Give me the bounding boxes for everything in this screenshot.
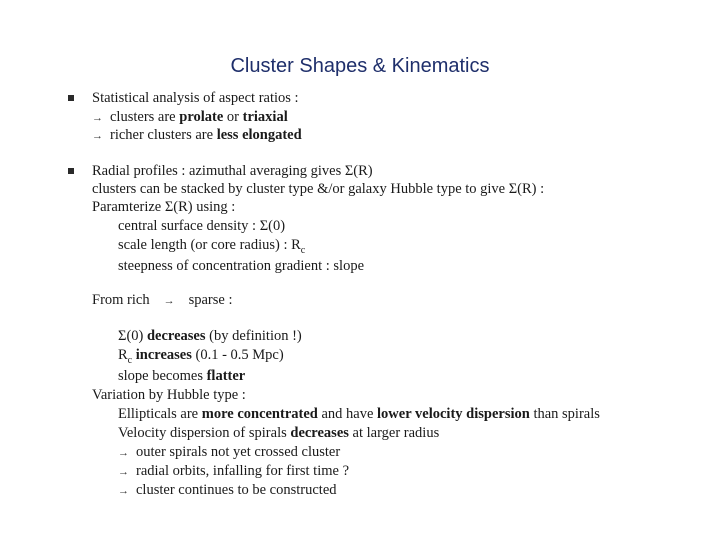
param-central-density: central surface density : Σ(0) <box>118 218 286 234</box>
bullet-1-sub-1: → clusters are prolate or triaxial <box>92 109 288 125</box>
rc-line: $R_c$ increases (0.1 - 0.5 Mpc) <box>118 347 284 366</box>
ellipticals-line: Ellipticals are more concentrated and have lower velocity dispersion than spirals <box>118 406 600 422</box>
square-bullet-icon <box>68 168 74 174</box>
right-arrow-icon: → <box>118 447 129 459</box>
bullet-1-sub-2: → richer clusters are less elongated <box>92 127 302 143</box>
slide-title: Cluster Shapes & Kinematics <box>230 55 490 77</box>
right-arrow-icon: → <box>92 112 103 124</box>
param-scale-length: scale length (or core radius) : $R_c$ <box>118 237 306 256</box>
parameterize-line: Paramterize Σ(R) using : <box>92 199 236 215</box>
arrow-outer-spirals: → outer spirals not yet crossed cluster <box>118 444 341 460</box>
arrow-radial-orbits: → radial orbits, infalling for first time ? <box>118 463 350 479</box>
right-arrow-icon: → <box>163 295 175 307</box>
right-arrow-icon: → <box>118 485 129 497</box>
bullet-2-heading: Radial profiles : azimuthal averaging gives Σ(R) <box>92 163 373 179</box>
square-bullet-icon <box>68 95 74 101</box>
arrow-cluster-constructed: → cluster continues to be constructed <box>118 482 337 498</box>
sigma0-line: Σ(0) decreases (by definition !) <box>118 328 302 344</box>
stacking-line: clusters can be stacked by cluster type &/or galaxy Hubble type to give Σ(R) : <box>92 181 545 197</box>
right-arrow-icon: → <box>118 466 129 478</box>
bullet-1-heading: Statistical analysis of aspect ratios : <box>92 90 299 106</box>
velocity-dispersion-line: Velocity dispersion of spirals decreases at larger radius <box>118 425 440 441</box>
hubble-variation-line: Variation by Hubble type : <box>92 387 246 403</box>
param-slope: steepness of concentration gradient : slope <box>118 258 365 274</box>
slope-flatter-line: slope becomes flatter <box>118 368 246 384</box>
right-arrow-icon: → <box>92 130 103 142</box>
rich-to-sparse-line: From rich → sparse : <box>92 292 233 308</box>
